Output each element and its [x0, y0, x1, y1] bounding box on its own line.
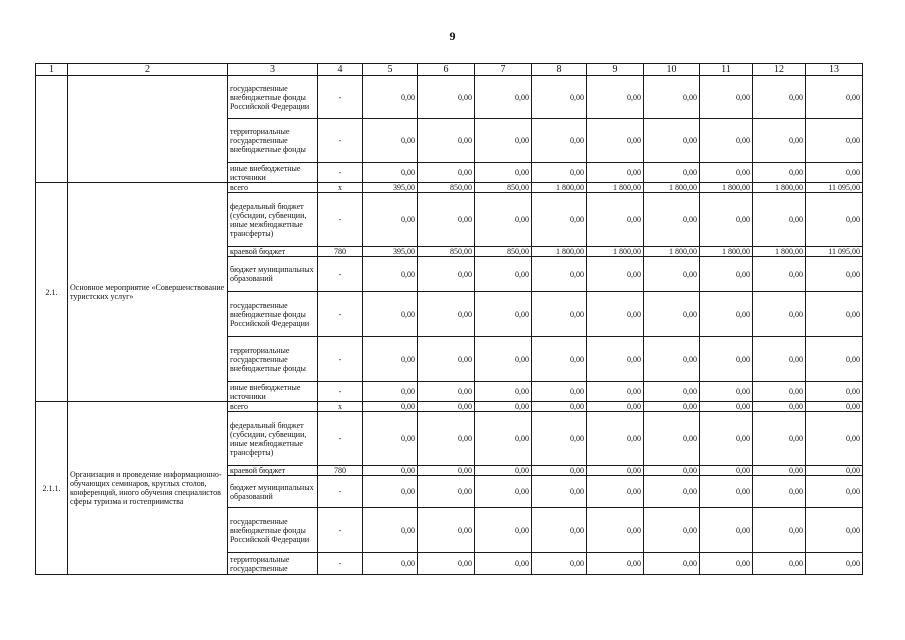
- amount-cell: 0,00: [363, 193, 418, 247]
- amount-cell: 1 800,00: [700, 183, 753, 193]
- amount-cell: 0,00: [475, 508, 532, 553]
- amount-cell: 0,00: [700, 476, 753, 508]
- amount-cell: 0,00: [806, 76, 863, 119]
- amount-cell: 0,00: [587, 119, 644, 163]
- funding-source: иные внебюджетные источники: [228, 382, 318, 402]
- amount-cell: 0,00: [644, 163, 700, 183]
- amount-cell: 0,00: [700, 508, 753, 553]
- funding-source: государственные внебюджетные фонды Российской Федерации: [228, 76, 318, 119]
- amount-cell: 0,00: [532, 508, 587, 553]
- amount-cell: 0,00: [475, 76, 532, 119]
- amount-cell: 0,00: [418, 76, 475, 119]
- budget-code: -: [318, 193, 363, 247]
- column-header: 3: [228, 64, 318, 76]
- amount-cell: 0,00: [532, 193, 587, 247]
- header-row: [36, 64, 863, 76]
- amount-cell: 0,00: [475, 412, 532, 466]
- budget-code: -: [318, 382, 363, 402]
- amount-cell: 850,00: [475, 183, 532, 193]
- amount-cell: 0,00: [806, 553, 863, 575]
- amount-cell: 0,00: [753, 119, 806, 163]
- amount-cell: 0,00: [587, 412, 644, 466]
- funding-source: бюджет муниципальных образований: [228, 257, 318, 292]
- amount-cell: 0,00: [753, 337, 806, 382]
- budget-code: -: [318, 476, 363, 508]
- amount-cell: 0,00: [644, 257, 700, 292]
- amount-cell: 0,00: [806, 402, 863, 412]
- amount-cell: 0,00: [644, 193, 700, 247]
- amount-cell: 0,00: [587, 382, 644, 402]
- amount-cell: 0,00: [806, 466, 863, 476]
- column-header: 11: [700, 64, 753, 76]
- amount-cell: 0,00: [753, 193, 806, 247]
- funding-source: государственные внебюджетные фонды Российской Федерации: [228, 292, 318, 337]
- budget-code: -: [318, 163, 363, 183]
- amount-cell: 0,00: [363, 402, 418, 412]
- event-name: [68, 76, 228, 183]
- amount-cell: 0,00: [644, 76, 700, 119]
- page-number: 9: [449, 29, 456, 43]
- budget-table: [35, 63, 863, 575]
- amount-cell: 0,00: [475, 337, 532, 382]
- funding-source: федеральный бюджет (субсидии, субвенции, иные межбюджетные трансферты): [228, 193, 318, 247]
- amount-cell: 0,00: [753, 476, 806, 508]
- amount-cell: 0,00: [806, 292, 863, 337]
- amount-cell: 0,00: [644, 412, 700, 466]
- amount-cell: 0,00: [806, 119, 863, 163]
- amount-cell: 0,00: [418, 382, 475, 402]
- amount-cell: 0,00: [363, 119, 418, 163]
- amount-cell: 0,00: [532, 292, 587, 337]
- table-row: [36, 183, 863, 193]
- amount-cell: 0,00: [644, 119, 700, 163]
- budget-code: -: [318, 119, 363, 163]
- amount-cell: 0,00: [806, 412, 863, 466]
- budget-code: 780: [318, 247, 363, 257]
- amount-cell: 0,00: [418, 119, 475, 163]
- amount-cell: 0,00: [532, 76, 587, 119]
- amount-cell: 0,00: [700, 119, 753, 163]
- amount-cell: 11 095,00: [806, 183, 863, 193]
- funding-source: государственные внебюджетные фонды Российской Федерации: [228, 508, 318, 553]
- amount-cell: 0,00: [753, 76, 806, 119]
- amount-cell: 0,00: [806, 476, 863, 508]
- column-header: 9: [587, 64, 644, 76]
- amount-cell: 0,00: [363, 382, 418, 402]
- funding-source: краевой бюджет: [228, 466, 318, 476]
- amount-cell: 0,00: [532, 553, 587, 575]
- amount-cell: 0,00: [363, 257, 418, 292]
- amount-cell: 0,00: [753, 292, 806, 337]
- amount-cell: 0,00: [475, 193, 532, 247]
- event-name: Организация и проведение информационно-обучающих семинаров, круглых столов, конференций, иного обучения специалистов сферы туризма и гостеприимства: [68, 402, 228, 575]
- budget-code: 780: [318, 466, 363, 476]
- amount-cell: 0,00: [363, 292, 418, 337]
- amount-cell: 0,00: [587, 257, 644, 292]
- amount-cell: 0,00: [418, 466, 475, 476]
- amount-cell: 0,00: [753, 402, 806, 412]
- amount-cell: 0,00: [475, 476, 532, 508]
- amount-cell: 0,00: [644, 508, 700, 553]
- amount-cell: 0,00: [587, 476, 644, 508]
- amount-cell: 0,00: [418, 553, 475, 575]
- amount-cell: 1 800,00: [753, 247, 806, 257]
- amount-cell: 0,00: [587, 508, 644, 553]
- amount-cell: 0,00: [532, 163, 587, 183]
- amount-cell: 0,00: [475, 292, 532, 337]
- amount-cell: 0,00: [587, 402, 644, 412]
- amount-cell: 0,00: [475, 119, 532, 163]
- amount-cell: 1 800,00: [587, 247, 644, 257]
- column-header: 4: [318, 64, 363, 76]
- amount-cell: 11 095,00: [806, 247, 863, 257]
- amount-cell: 0,00: [644, 466, 700, 476]
- amount-cell: 0,00: [532, 382, 587, 402]
- amount-cell: 0,00: [475, 466, 532, 476]
- amount-cell: 0,00: [532, 412, 587, 466]
- amount-cell: 0,00: [700, 402, 753, 412]
- amount-cell: 0,00: [418, 292, 475, 337]
- amount-cell: 0,00: [418, 402, 475, 412]
- amount-cell: 0,00: [587, 553, 644, 575]
- funding-source: федеральный бюджет (субсидии, субвенции, иные межбюджетные трансферты): [228, 412, 318, 466]
- amount-cell: 0,00: [363, 412, 418, 466]
- amount-cell: 0,00: [700, 76, 753, 119]
- column-header: 6: [418, 64, 475, 76]
- amount-cell: 0,00: [418, 163, 475, 183]
- column-header: 13: [806, 64, 863, 76]
- budget-code: х: [318, 402, 363, 412]
- table-row: [36, 402, 863, 412]
- amount-cell: 1 800,00: [587, 183, 644, 193]
- amount-cell: 0,00: [700, 193, 753, 247]
- amount-cell: 0,00: [475, 382, 532, 402]
- amount-cell: 0,00: [587, 466, 644, 476]
- amount-cell: 0,00: [806, 193, 863, 247]
- amount-cell: 0,00: [700, 163, 753, 183]
- amount-cell: 0,00: [753, 466, 806, 476]
- funding-source: всего: [228, 183, 318, 193]
- budget-code: -: [318, 337, 363, 382]
- column-header: 5: [363, 64, 418, 76]
- amount-cell: 0,00: [418, 257, 475, 292]
- event-index: [36, 76, 68, 183]
- amount-cell: 0,00: [475, 402, 532, 412]
- amount-cell: 0,00: [418, 193, 475, 247]
- amount-cell: 0,00: [587, 76, 644, 119]
- amount-cell: 395,00: [363, 247, 418, 257]
- amount-cell: 1 800,00: [532, 247, 587, 257]
- amount-cell: 0,00: [418, 508, 475, 553]
- amount-cell: 0,00: [700, 292, 753, 337]
- amount-cell: 0,00: [700, 466, 753, 476]
- amount-cell: 0,00: [475, 553, 532, 575]
- amount-cell: 0,00: [363, 76, 418, 119]
- amount-cell: 1 800,00: [532, 183, 587, 193]
- amount-cell: 0,00: [475, 163, 532, 183]
- amount-cell: 0,00: [587, 163, 644, 183]
- amount-cell: 0,00: [753, 553, 806, 575]
- amount-cell: 0,00: [587, 292, 644, 337]
- budget-code: х: [318, 183, 363, 193]
- amount-cell: 0,00: [644, 292, 700, 337]
- amount-cell: 0,00: [700, 382, 753, 402]
- budget-code: -: [318, 508, 363, 553]
- amount-cell: 0,00: [806, 337, 863, 382]
- amount-cell: 0,00: [806, 257, 863, 292]
- amount-cell: 0,00: [532, 337, 587, 382]
- funding-source: бюджет муниципальных образований: [228, 476, 318, 508]
- amount-cell: 850,00: [418, 183, 475, 193]
- event-name: Основное мероприятие «Совершенствование туристских услуг»: [68, 183, 228, 402]
- column-header: 7: [475, 64, 532, 76]
- amount-cell: 0,00: [644, 476, 700, 508]
- amount-cell: 0,00: [644, 337, 700, 382]
- event-index: 2.1.1.: [36, 402, 68, 575]
- funding-source: территориальные государственные: [228, 553, 318, 575]
- amount-cell: 395,00: [363, 183, 418, 193]
- amount-cell: 0,00: [587, 337, 644, 382]
- budget-code: -: [318, 76, 363, 119]
- event-index: 2.1.: [36, 183, 68, 402]
- budget-code: -: [318, 553, 363, 575]
- amount-cell: 0,00: [753, 257, 806, 292]
- amount-cell: 0,00: [700, 337, 753, 382]
- funding-source: территориальные государственные внебюджетные фонды: [228, 119, 318, 163]
- amount-cell: 0,00: [418, 337, 475, 382]
- amount-cell: 0,00: [418, 476, 475, 508]
- amount-cell: 0,00: [532, 466, 587, 476]
- amount-cell: 0,00: [753, 412, 806, 466]
- column-header: 10: [644, 64, 700, 76]
- amount-cell: 1 800,00: [753, 183, 806, 193]
- amount-cell: 1 800,00: [644, 183, 700, 193]
- funding-source: иные внебюджетные источники: [228, 163, 318, 183]
- amount-cell: 0,00: [532, 119, 587, 163]
- funding-source: всего: [228, 402, 318, 412]
- amount-cell: 0,00: [363, 163, 418, 183]
- amount-cell: 0,00: [806, 508, 863, 553]
- amount-cell: 0,00: [363, 553, 418, 575]
- amount-cell: 0,00: [363, 466, 418, 476]
- amount-cell: 0,00: [700, 553, 753, 575]
- amount-cell: 0,00: [363, 476, 418, 508]
- amount-cell: 0,00: [532, 257, 587, 292]
- amount-cell: 0,00: [587, 193, 644, 247]
- budget-code: -: [318, 292, 363, 337]
- funding-source: территориальные государственные внебюджетные фонды: [228, 337, 318, 382]
- column-header: 12: [753, 64, 806, 76]
- amount-cell: 0,00: [806, 382, 863, 402]
- amount-cell: 850,00: [475, 247, 532, 257]
- amount-cell: 0,00: [532, 476, 587, 508]
- amount-cell: 0,00: [418, 412, 475, 466]
- amount-cell: 0,00: [806, 163, 863, 183]
- amount-cell: 0,00: [753, 382, 806, 402]
- amount-cell: 0,00: [700, 412, 753, 466]
- amount-cell: 0,00: [644, 382, 700, 402]
- budget-code: -: [318, 412, 363, 466]
- amount-cell: 0,00: [644, 553, 700, 575]
- amount-cell: 0,00: [753, 508, 806, 553]
- amount-cell: 0,00: [644, 402, 700, 412]
- amount-cell: 1 800,00: [700, 247, 753, 257]
- funding-source: краевой бюджет: [228, 247, 318, 257]
- amount-cell: 0,00: [532, 402, 587, 412]
- amount-cell: 0,00: [363, 508, 418, 553]
- column-header: 8: [532, 64, 587, 76]
- amount-cell: 0,00: [363, 337, 418, 382]
- table-row: [36, 76, 863, 119]
- budget-code: -: [318, 257, 363, 292]
- table-body: [36, 64, 863, 575]
- amount-cell: 0,00: [475, 257, 532, 292]
- amount-cell: 0,00: [753, 163, 806, 183]
- amount-cell: 850,00: [418, 247, 475, 257]
- amount-cell: 1 800,00: [644, 247, 700, 257]
- amount-cell: 0,00: [700, 257, 753, 292]
- column-header: 1: [36, 64, 68, 76]
- column-header: 2: [68, 64, 228, 76]
